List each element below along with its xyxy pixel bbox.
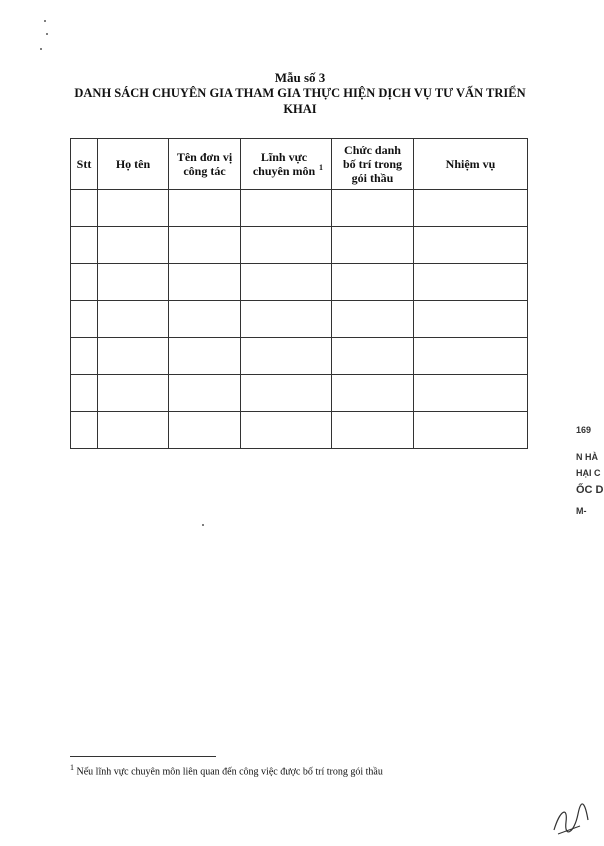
table-cell bbox=[71, 375, 98, 412]
scan-speck bbox=[40, 48, 42, 50]
table-cell bbox=[414, 375, 528, 412]
table-row bbox=[71, 227, 528, 264]
table-cell bbox=[98, 264, 169, 301]
header-chuc-danh: Chức danh bố trí trong gói thầu bbox=[332, 139, 414, 190]
table-cell bbox=[414, 264, 528, 301]
table-cell bbox=[241, 375, 332, 412]
table-cell bbox=[332, 190, 414, 227]
scan-speck bbox=[46, 33, 48, 35]
table-cell bbox=[71, 338, 98, 375]
table-cell bbox=[332, 227, 414, 264]
footnote-marker: 1 bbox=[70, 763, 74, 772]
table-cell bbox=[169, 190, 241, 227]
table-cell bbox=[332, 338, 414, 375]
table-cell bbox=[71, 412, 98, 449]
stamp-fragment: HẠI C bbox=[576, 468, 601, 478]
stamp-fragment: M- bbox=[576, 506, 587, 516]
table-cell bbox=[71, 190, 98, 227]
header-nhiem-vu: Nhiệm vụ bbox=[414, 139, 528, 190]
stamp-fragment: 169 bbox=[576, 425, 592, 435]
table-cell bbox=[332, 412, 414, 449]
header-ho-ten: Họ tên bbox=[98, 139, 169, 190]
stamp-fragment: N HÀ bbox=[576, 452, 598, 462]
table-cell bbox=[71, 301, 98, 338]
table-cell bbox=[71, 264, 98, 301]
table-cell bbox=[332, 375, 414, 412]
table-header-row bbox=[71, 139, 528, 190]
header-linh-vuc-chuyen-mon: Lĩnh vực chuyên môn $^1$ bbox=[241, 139, 332, 190]
table-cell bbox=[169, 227, 241, 264]
table-cell bbox=[169, 301, 241, 338]
table-cell bbox=[98, 338, 169, 375]
table-cell bbox=[71, 227, 98, 264]
table-cell bbox=[414, 412, 528, 449]
table-cell bbox=[169, 375, 241, 412]
table-cell bbox=[169, 264, 241, 301]
table-cell bbox=[241, 227, 332, 264]
footnote-divider bbox=[70, 756, 216, 757]
scan-speck bbox=[44, 20, 46, 22]
table-cell bbox=[414, 190, 528, 227]
table-cell bbox=[241, 190, 332, 227]
table-row bbox=[71, 264, 528, 301]
signature-mark bbox=[550, 800, 592, 838]
table-cell bbox=[98, 227, 169, 264]
table-cell bbox=[332, 301, 414, 338]
table-cell bbox=[241, 412, 332, 449]
header-don-vi-cong-tac: Tên đơn vị công tác bbox=[169, 139, 241, 190]
table-row bbox=[71, 338, 528, 375]
table-cell bbox=[98, 190, 169, 227]
stamp-fragment: ỐC D bbox=[576, 484, 604, 496]
table-row bbox=[71, 375, 528, 412]
table-cell bbox=[98, 412, 169, 449]
header-stt: Stt bbox=[71, 139, 98, 190]
footnote bbox=[70, 763, 520, 777]
table-cell bbox=[241, 264, 332, 301]
table-cell bbox=[332, 264, 414, 301]
table-row bbox=[71, 412, 528, 449]
footnote-text: Nếu lĩnh vực chuyên môn liên quan đến công việc được bố trí trong gói thầu bbox=[74, 766, 383, 778]
table-cell bbox=[241, 301, 332, 338]
table-cell bbox=[98, 375, 169, 412]
table-row bbox=[71, 190, 528, 227]
scan-speck bbox=[202, 524, 204, 526]
expert-list-table bbox=[70, 138, 528, 449]
table-cell bbox=[98, 301, 169, 338]
table-cell bbox=[241, 338, 332, 375]
document-title: DANH SÁCH CHUYÊN GIA THAM GIA THỰC HIỆN DỊCH VỤ TƯ VẤN TRIỂN KHAI bbox=[74, 86, 526, 116]
table-cell bbox=[169, 338, 241, 375]
table-cell bbox=[414, 338, 528, 375]
table-cell bbox=[414, 301, 528, 338]
form-number: Mẫu số 3 bbox=[274, 70, 326, 85]
table-cell bbox=[169, 412, 241, 449]
table-cell bbox=[414, 227, 528, 264]
footnote-ref: 1 bbox=[319, 163, 323, 172]
table-row bbox=[71, 301, 528, 338]
